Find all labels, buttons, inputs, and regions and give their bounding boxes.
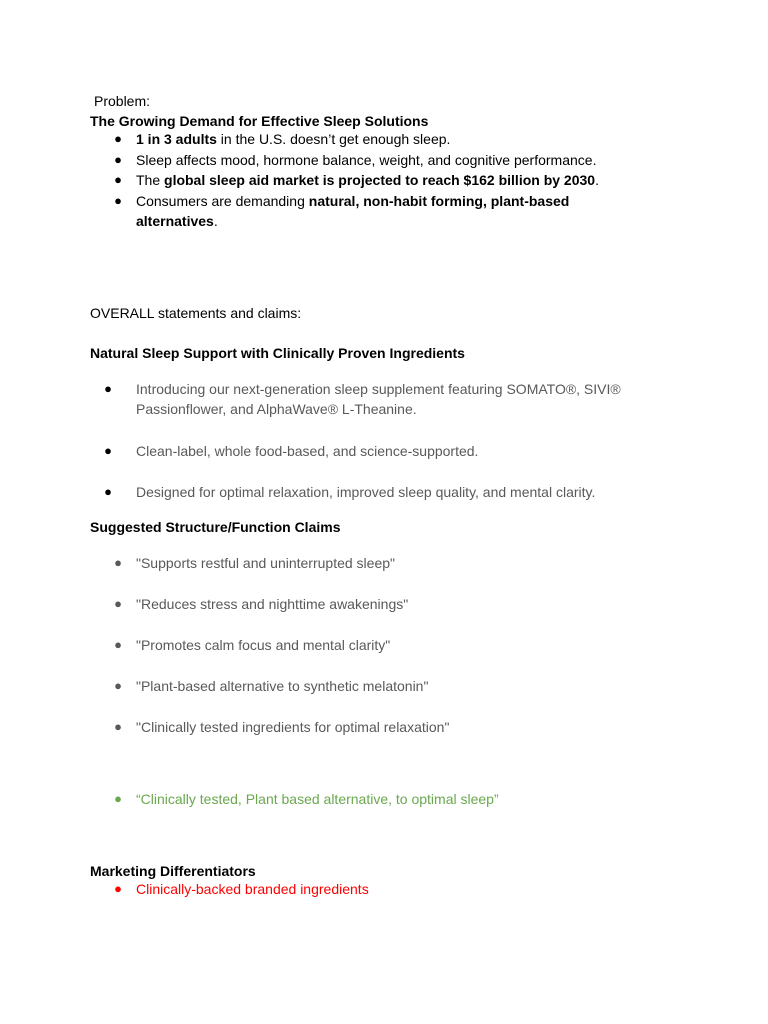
bullet-icon: ● bbox=[114, 719, 122, 734]
bullet-icon: ● bbox=[114, 678, 122, 693]
bold-phrase: 1 in 3 adults bbox=[136, 131, 217, 147]
problem-heading: The Growing Demand for Effective Sleep Solutions bbox=[90, 113, 429, 129]
bold-phrase: alternatives bbox=[136, 213, 214, 229]
claims-heading: Suggested Structure/Function Claims bbox=[90, 519, 341, 535]
bullet-icon: ● bbox=[114, 596, 122, 611]
problem-label: Problem: bbox=[94, 93, 151, 109]
bold-phrase: natural, non-habit forming, plant-based bbox=[308, 193, 570, 209]
bullet-icon: ● bbox=[104, 443, 112, 458]
bold-phrase: global sleep aid market is projected to reach $162 billion by 2030 bbox=[164, 172, 596, 188]
bullet-icon: ● bbox=[114, 555, 122, 570]
bullet-icon: ● bbox=[114, 637, 122, 652]
bullet-icon: ● bbox=[104, 381, 112, 396]
bullet-icon: ● bbox=[114, 152, 122, 167]
bullet-icon: ● bbox=[114, 193, 122, 208]
bullet-icon: ● bbox=[104, 484, 112, 499]
bullet-icon: ● bbox=[114, 791, 122, 806]
bullet-icon: ● bbox=[114, 131, 122, 146]
bullet-icon: ● bbox=[114, 881, 122, 896]
overall-heading: Natural Sleep Support with Clinically Proven Ingredients bbox=[90, 345, 465, 361]
bullet-icon: ● bbox=[114, 172, 122, 187]
overall-label: OVERALL statements and claims: bbox=[90, 305, 302, 321]
differentiators-heading: Marketing Differentiators bbox=[90, 863, 256, 879]
